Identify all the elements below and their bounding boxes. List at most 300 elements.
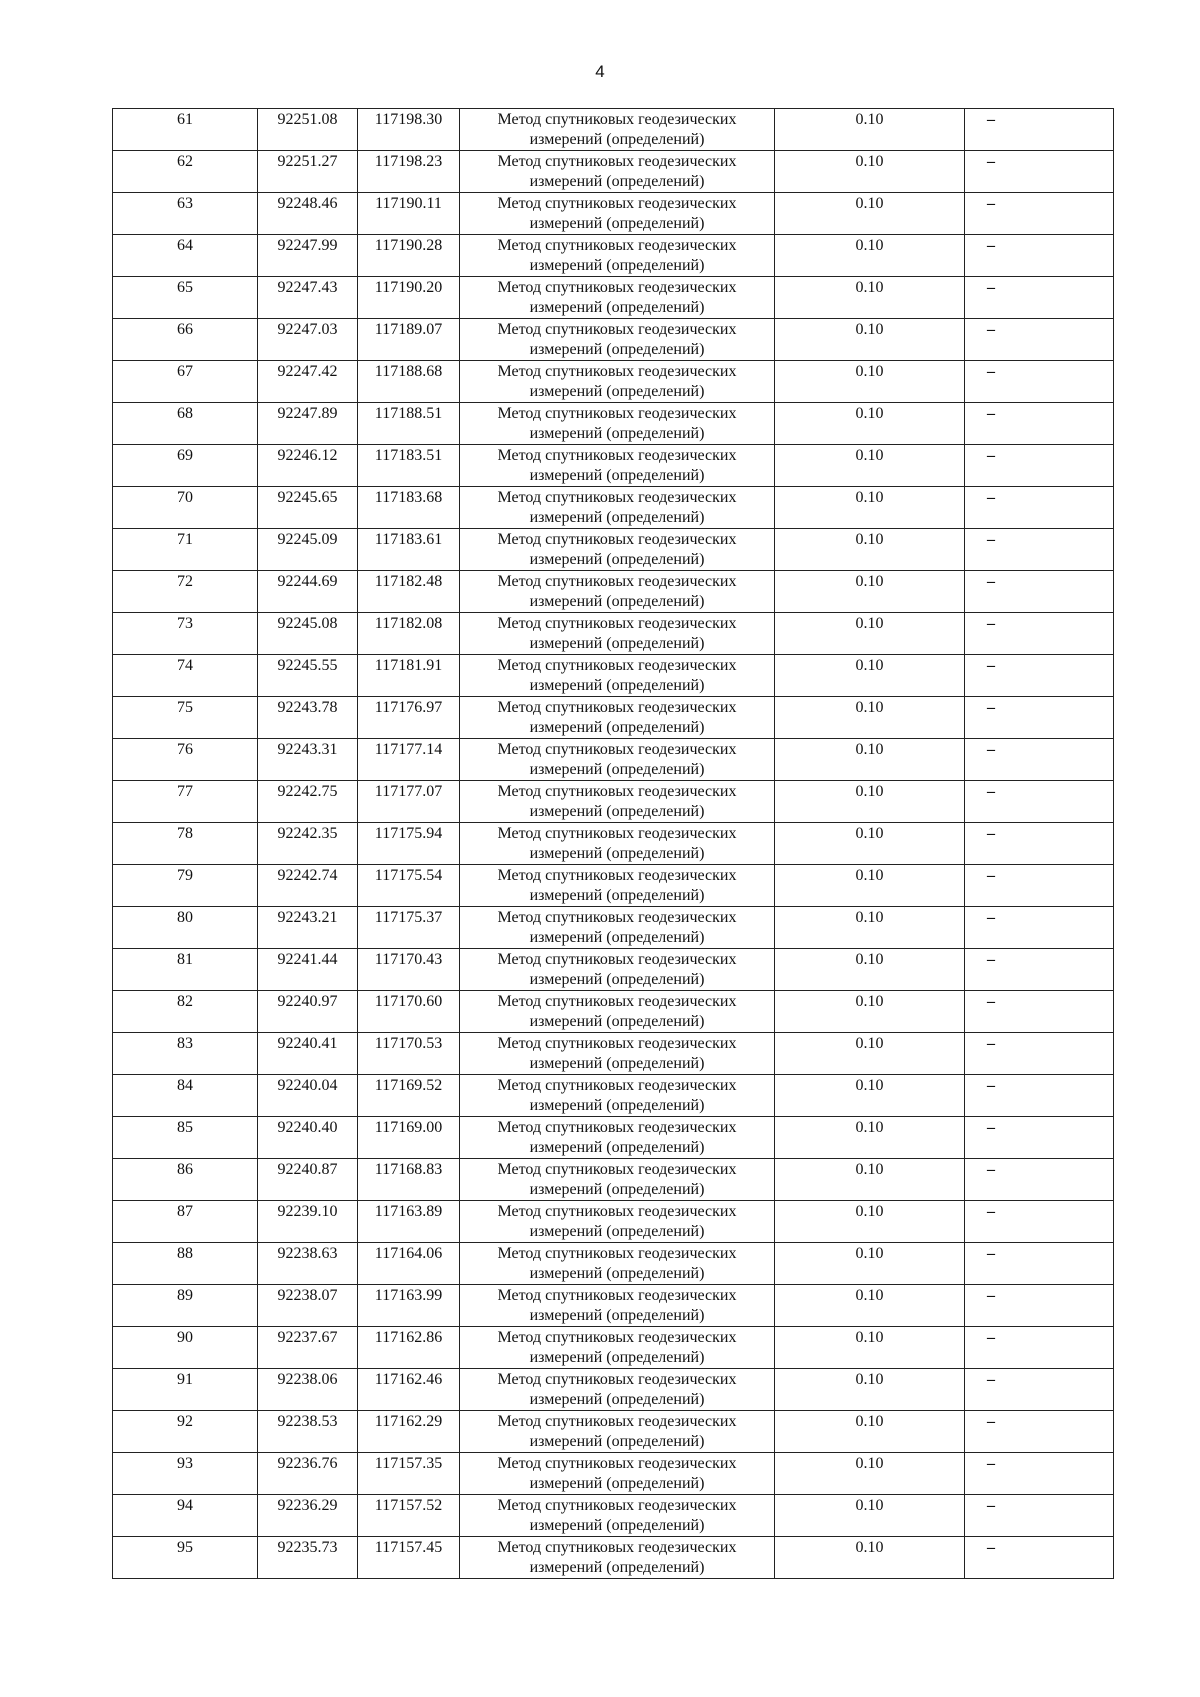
coordinate-y: 117162.29	[374, 1413, 443, 1430]
coordinate-x: 92247.42	[277, 363, 338, 380]
extra-cell	[965, 949, 1114, 991]
accuracy-value: 0.10	[855, 1539, 884, 1556]
accuracy-value: 0.10	[855, 783, 884, 800]
coordinate-y: 117177.14	[374, 741, 443, 758]
coordinate-x: 92245.65	[277, 489, 338, 506]
coordinate-x-cell	[258, 823, 358, 865]
coordinate-y: 117188.51	[374, 405, 443, 422]
point-number-cell	[113, 1075, 258, 1117]
point-number: 79	[177, 867, 193, 884]
accuracy-value: 0.10	[855, 1161, 884, 1178]
coordinate-x-cell	[258, 1537, 358, 1579]
method-cell	[460, 1411, 775, 1453]
extra-value: –	[987, 363, 995, 380]
method-cell	[460, 235, 775, 277]
table-row	[113, 1327, 1114, 1369]
method-text: Метод спутниковых геодезических измерений (определений)	[497, 615, 737, 652]
accuracy-cell	[775, 571, 965, 613]
table-row	[113, 739, 1114, 781]
coordinate-y: 117163.89	[374, 1203, 443, 1220]
method-cell	[460, 1201, 775, 1243]
extra-value: –	[987, 1119, 995, 1136]
coordinate-x: 92243.21	[277, 909, 338, 926]
method-text: Метод спутниковых геодезических измерений (определений)	[497, 1329, 737, 1366]
point-number-cell	[113, 1159, 258, 1201]
extra-cell	[965, 613, 1114, 655]
extra-value: –	[987, 111, 995, 128]
method-text: Метод спутниковых геодезических измерений (определений)	[497, 573, 737, 610]
coordinate-y-cell	[358, 1453, 460, 1495]
coordinate-y-cell	[358, 1243, 460, 1285]
coordinate-y-cell	[358, 655, 460, 697]
point-number: 76	[177, 741, 193, 758]
coordinate-x-cell	[258, 865, 358, 907]
coordinate-x: 92247.99	[277, 237, 338, 254]
coordinate-x: 92240.40	[277, 1119, 338, 1136]
accuracy-value: 0.10	[855, 699, 884, 716]
point-number: 81	[177, 951, 193, 968]
point-number-cell	[113, 1537, 258, 1579]
point-number: 77	[177, 783, 193, 800]
method-text: Метод спутниковых геодезических измерений (определений)	[497, 1287, 737, 1324]
point-number: 85	[177, 1119, 193, 1136]
table-row	[113, 571, 1114, 613]
point-number-cell	[113, 361, 258, 403]
extra-value: –	[987, 1413, 995, 1430]
coordinate-x: 92242.35	[277, 825, 338, 842]
accuracy-cell	[775, 1537, 965, 1579]
method-text: Метод спутниковых геодезических измерений (определений)	[497, 153, 737, 190]
coordinates-table	[112, 108, 1114, 1579]
coordinate-y-cell	[358, 949, 460, 991]
point-number: 68	[177, 405, 193, 422]
coordinate-x-cell	[258, 655, 358, 697]
coordinate-x: 92237.67	[277, 1329, 338, 1346]
method-cell	[460, 1033, 775, 1075]
coordinate-x: 92245.55	[277, 657, 338, 674]
coordinate-y-cell	[358, 1117, 460, 1159]
method-text: Метод спутниковых геодезических измерений (определений)	[497, 531, 737, 568]
table-row	[113, 487, 1114, 529]
accuracy-value: 0.10	[855, 951, 884, 968]
coordinate-y: 117157.52	[374, 1497, 443, 1514]
coordinate-y-cell	[358, 361, 460, 403]
method-cell	[460, 1075, 775, 1117]
coordinate-y: 117190.11	[375, 195, 442, 212]
extra-value: –	[987, 1497, 995, 1514]
accuracy-value: 0.10	[855, 1329, 884, 1346]
method-text: Метод спутниковых геодезических измерений (определений)	[497, 405, 737, 442]
coordinate-x-cell	[258, 697, 358, 739]
point-number-cell	[113, 445, 258, 487]
coordinate-x-cell	[258, 1033, 358, 1075]
coordinate-x: 92238.63	[277, 1245, 338, 1262]
coordinate-x-cell	[258, 319, 358, 361]
table-row	[113, 1453, 1114, 1495]
method-cell	[460, 277, 775, 319]
coordinate-x: 92238.06	[277, 1371, 338, 1388]
coordinate-x: 92238.53	[277, 1413, 338, 1430]
point-number-cell	[113, 1411, 258, 1453]
coordinate-x-cell	[258, 1327, 358, 1369]
method-cell	[460, 193, 775, 235]
coordinate-y: 117175.37	[374, 909, 443, 926]
coordinate-y: 117181.91	[374, 657, 443, 674]
coordinate-x: 92242.75	[277, 783, 338, 800]
extra-cell	[965, 739, 1114, 781]
coordinate-x: 92245.08	[277, 615, 338, 632]
coordinate-y: 117168.83	[374, 1161, 443, 1178]
method-text: Метод спутниковых геодезических измерений (определений)	[497, 867, 737, 904]
point-number-cell	[113, 865, 258, 907]
extra-cell	[965, 361, 1114, 403]
extra-cell	[965, 781, 1114, 823]
coordinate-x-cell	[258, 781, 358, 823]
accuracy-value: 0.10	[855, 1077, 884, 1094]
point-number: 65	[177, 279, 193, 296]
extra-cell	[965, 571, 1114, 613]
page-number: 4	[595, 62, 605, 81]
point-number-cell	[113, 949, 258, 991]
coordinate-x-cell	[258, 445, 358, 487]
extra-value: –	[987, 993, 995, 1010]
accuracy-cell	[775, 823, 965, 865]
accuracy-value: 0.10	[855, 657, 884, 674]
coordinate-y-cell	[358, 1075, 460, 1117]
accuracy-value: 0.10	[855, 1455, 884, 1472]
method-cell	[460, 613, 775, 655]
extra-value: –	[987, 741, 995, 758]
method-cell	[460, 1537, 775, 1579]
coordinate-y-cell	[358, 403, 460, 445]
table-row	[113, 907, 1114, 949]
accuracy-value: 0.10	[855, 237, 884, 254]
coordinate-x: 92240.97	[277, 993, 338, 1010]
extra-cell	[965, 1075, 1114, 1117]
method-cell	[460, 697, 775, 739]
coordinate-y: 117183.51	[374, 447, 443, 464]
table-row	[113, 991, 1114, 1033]
method-text: Метод спутниковых геодезических измерений (определений)	[497, 489, 737, 526]
point-number: 71	[177, 531, 193, 548]
extra-value: –	[987, 1329, 995, 1346]
point-number: 89	[177, 1287, 193, 1304]
point-number: 63	[177, 195, 193, 212]
method-text: Метод спутниковых геодезических измерений (определений)	[497, 1077, 737, 1114]
point-number: 90	[177, 1329, 193, 1346]
accuracy-value: 0.10	[855, 1203, 884, 1220]
accuracy-value: 0.10	[855, 279, 884, 296]
coordinate-y: 117183.68	[374, 489, 443, 506]
point-number-cell	[113, 991, 258, 1033]
accuracy-value: 0.10	[855, 741, 884, 758]
method-cell	[460, 445, 775, 487]
accuracy-value: 0.10	[855, 573, 884, 590]
point-number-cell	[113, 1327, 258, 1369]
coordinate-y-cell	[358, 781, 460, 823]
method-cell	[460, 655, 775, 697]
extra-value: –	[987, 1077, 995, 1094]
coordinate-x: 92245.09	[277, 531, 338, 548]
accuracy-cell	[775, 739, 965, 781]
coordinate-x: 92243.31	[277, 741, 338, 758]
extra-value: –	[987, 447, 995, 464]
point-number: 66	[177, 321, 193, 338]
coordinate-x-cell	[258, 991, 358, 1033]
point-number-cell	[113, 529, 258, 571]
extra-value: –	[987, 1161, 995, 1178]
coordinate-x-cell	[258, 1243, 358, 1285]
accuracy-cell	[775, 151, 965, 193]
accuracy-value: 0.10	[855, 1245, 884, 1262]
accuracy-cell	[775, 529, 965, 571]
coordinate-y: 117169.52	[374, 1077, 443, 1094]
extra-cell	[965, 319, 1114, 361]
point-number-cell	[113, 235, 258, 277]
coordinate-y-cell	[358, 487, 460, 529]
accuracy-value: 0.10	[855, 1119, 884, 1136]
extra-cell	[965, 1369, 1114, 1411]
coordinate-y-cell	[358, 1411, 460, 1453]
extra-value: –	[987, 1539, 995, 1556]
method-cell	[460, 361, 775, 403]
point-number: 80	[177, 909, 193, 926]
table-row	[113, 319, 1114, 361]
coordinate-y-cell	[358, 1495, 460, 1537]
point-number-cell	[113, 1495, 258, 1537]
point-number-cell	[113, 277, 258, 319]
point-number: 69	[177, 447, 193, 464]
table-row	[113, 697, 1114, 739]
accuracy-cell	[775, 361, 965, 403]
coordinate-y: 117190.28	[374, 237, 443, 254]
table-row	[113, 1075, 1114, 1117]
table-row	[113, 151, 1114, 193]
point-number: 74	[177, 657, 193, 674]
accuracy-cell	[775, 109, 965, 151]
table-row	[113, 403, 1114, 445]
point-number: 64	[177, 237, 193, 254]
coordinate-x: 92236.29	[277, 1497, 338, 1514]
accuracy-cell	[775, 781, 965, 823]
accuracy-value: 0.10	[855, 363, 884, 380]
coordinate-x: 92238.07	[277, 1287, 338, 1304]
coordinate-y: 117190.20	[374, 279, 443, 296]
point-number: 82	[177, 993, 193, 1010]
table-row	[113, 865, 1114, 907]
method-text: Метод спутниковых геодезических измерений (определений)	[497, 195, 737, 232]
coordinate-y: 117189.07	[374, 321, 443, 338]
coordinate-x-cell	[258, 1285, 358, 1327]
extra-value: –	[987, 615, 995, 632]
coordinate-x-cell	[258, 1369, 358, 1411]
method-text: Метод спутниковых геодезических измерений (определений)	[497, 1203, 737, 1240]
method-text: Метод спутниковых геодезических измерений (определений)	[497, 825, 737, 862]
accuracy-value: 0.10	[855, 825, 884, 842]
point-number: 75	[177, 699, 193, 716]
extra-value: –	[987, 1371, 995, 1388]
method-text: Метод спутниковых геодезических измерений (определений)	[497, 741, 737, 778]
extra-value: –	[987, 1245, 995, 1262]
accuracy-cell	[775, 235, 965, 277]
coordinate-y: 117170.53	[374, 1035, 443, 1052]
extra-cell	[965, 1201, 1114, 1243]
coordinate-x-cell	[258, 1453, 358, 1495]
extra-value: –	[987, 531, 995, 548]
method-text: Метод спутниковых геодезических измерений (определений)	[497, 279, 737, 316]
method-text: Метод спутниковых геодезических измерений (определений)	[497, 657, 737, 694]
point-number: 61	[177, 111, 193, 128]
accuracy-cell	[775, 487, 965, 529]
coordinate-x-cell	[258, 361, 358, 403]
point-number-cell	[113, 1453, 258, 1495]
coordinate-x: 92242.74	[277, 867, 338, 884]
extra-value: –	[987, 321, 995, 338]
coordinate-x: 92240.87	[277, 1161, 338, 1178]
point-number: 87	[177, 1203, 193, 1220]
point-number: 72	[177, 573, 193, 590]
accuracy-cell	[775, 1411, 965, 1453]
method-text: Метод спутниковых геодезических измерений (определений)	[497, 1497, 737, 1534]
extra-cell	[965, 1117, 1114, 1159]
accuracy-cell	[775, 193, 965, 235]
method-text: Метод спутниковых геодезических измерений (определений)	[497, 783, 737, 820]
method-text: Метод спутниковых геодезических измерений (определений)	[497, 1161, 737, 1198]
accuracy-value: 0.10	[855, 1371, 884, 1388]
coordinate-y-cell	[358, 1369, 460, 1411]
method-cell	[460, 1159, 775, 1201]
coordinate-x-cell	[258, 1495, 358, 1537]
point-number: 93	[177, 1455, 193, 1472]
coordinate-y-cell	[358, 697, 460, 739]
coordinate-x: 92243.78	[277, 699, 338, 716]
extra-value: –	[987, 951, 995, 968]
coordinate-x-cell	[258, 949, 358, 991]
point-number-cell	[113, 319, 258, 361]
point-number-cell	[113, 1201, 258, 1243]
extra-cell	[965, 193, 1114, 235]
extra-value: –	[987, 867, 995, 884]
table-row	[113, 193, 1114, 235]
coordinate-y: 117170.43	[374, 951, 443, 968]
extra-value: –	[987, 699, 995, 716]
method-cell	[460, 151, 775, 193]
extra-value: –	[987, 405, 995, 422]
coordinate-x-cell	[258, 907, 358, 949]
point-number: 91	[177, 1371, 193, 1388]
coordinate-x-cell	[258, 235, 358, 277]
coordinate-y: 117175.94	[374, 825, 443, 842]
coordinate-y-cell	[358, 445, 460, 487]
extra-cell	[965, 865, 1114, 907]
coordinate-x: 92247.43	[277, 279, 338, 296]
accuracy-cell	[775, 991, 965, 1033]
extra-cell	[965, 235, 1114, 277]
method-cell	[460, 907, 775, 949]
accuracy-cell	[775, 1159, 965, 1201]
extra-cell	[965, 655, 1114, 697]
table-row	[113, 109, 1114, 151]
point-number-cell	[113, 193, 258, 235]
accuracy-cell	[775, 949, 965, 991]
coordinate-y-cell	[358, 235, 460, 277]
table-row	[113, 1033, 1114, 1075]
coordinate-y: 117175.54	[374, 867, 443, 884]
point-number-cell	[113, 697, 258, 739]
coordinate-y: 117163.99	[374, 1287, 443, 1304]
accuracy-cell	[775, 1201, 965, 1243]
method-text: Метод спутниковых геодезических измерений (определений)	[497, 363, 737, 400]
coordinate-y-cell	[358, 1033, 460, 1075]
coordinate-y-cell	[358, 571, 460, 613]
accuracy-value: 0.10	[855, 867, 884, 884]
extra-value: –	[987, 237, 995, 254]
method-cell	[460, 1369, 775, 1411]
coordinate-y: 117177.07	[374, 783, 443, 800]
accuracy-cell	[775, 1243, 965, 1285]
extra-value: –	[987, 573, 995, 590]
table-row	[113, 235, 1114, 277]
coordinate-y-cell	[358, 1537, 460, 1579]
accuracy-value: 0.10	[855, 1497, 884, 1514]
method-cell	[460, 1243, 775, 1285]
point-number: 94	[177, 1497, 193, 1514]
extra-cell	[965, 109, 1114, 151]
extra-value: –	[987, 1035, 995, 1052]
extra-cell	[965, 1285, 1114, 1327]
point-number-cell	[113, 823, 258, 865]
accuracy-cell	[775, 1075, 965, 1117]
extra-cell	[965, 529, 1114, 571]
table-row	[113, 1201, 1114, 1243]
method-text: Метод спутниковых геодезических измерений (определений)	[497, 1035, 737, 1072]
accuracy-cell	[775, 655, 965, 697]
coordinate-x-cell	[258, 529, 358, 571]
coordinate-y-cell	[358, 529, 460, 571]
method-cell	[460, 739, 775, 781]
coordinate-y-cell	[358, 865, 460, 907]
point-number: 73	[177, 615, 193, 632]
coordinate-x: 92236.76	[277, 1455, 338, 1472]
accuracy-cell	[775, 697, 965, 739]
coordinate-y-cell	[358, 1159, 460, 1201]
accuracy-value: 0.10	[855, 993, 884, 1010]
table-row	[113, 1495, 1114, 1537]
extra-value: –	[987, 1203, 995, 1220]
accuracy-cell	[775, 1369, 965, 1411]
point-number: 78	[177, 825, 193, 842]
table-row	[113, 1243, 1114, 1285]
point-number-cell	[113, 1117, 258, 1159]
coordinate-y-cell	[358, 613, 460, 655]
table-row	[113, 1285, 1114, 1327]
table-row	[113, 529, 1114, 571]
extra-cell	[965, 151, 1114, 193]
coordinate-x: 92240.04	[277, 1077, 338, 1094]
accuracy-cell	[775, 1495, 965, 1537]
coordinate-y: 117182.48	[374, 573, 443, 590]
extra-value: –	[987, 825, 995, 842]
coordinate-x-cell	[258, 1411, 358, 1453]
extra-cell	[965, 1453, 1114, 1495]
table-row	[113, 613, 1114, 655]
accuracy-value: 0.10	[855, 909, 884, 926]
extra-cell	[965, 1159, 1114, 1201]
coordinates-table-body	[113, 109, 1114, 1579]
point-number-cell	[113, 487, 258, 529]
method-text: Метод спутниковых геодезических измерений (определений)	[497, 447, 737, 484]
accuracy-cell	[775, 1117, 965, 1159]
